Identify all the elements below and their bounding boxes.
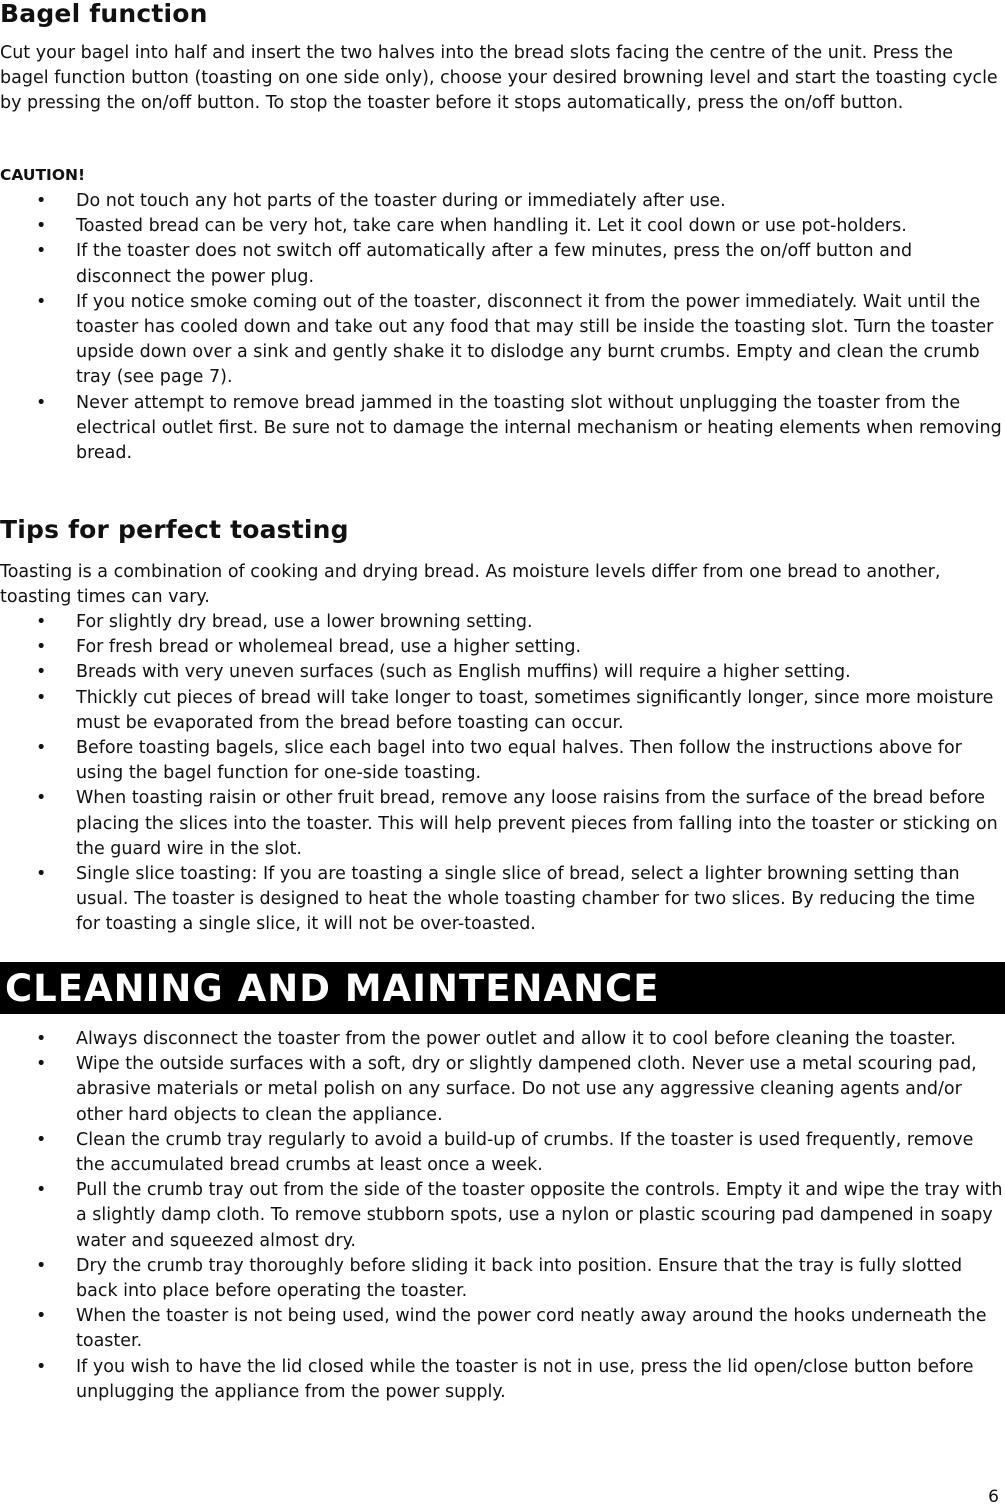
list-item bbox=[0, 786, 1003, 862]
bullet-icon: • bbox=[36, 191, 47, 211]
list-item bbox=[0, 214, 1003, 239]
list-item bbox=[0, 391, 1003, 467]
list-item bbox=[0, 1355, 1003, 1405]
caution-label: CAUTION! bbox=[0, 166, 86, 184]
bullet-icon: • bbox=[36, 687, 47, 708]
list-item bbox=[0, 1178, 1003, 1254]
tips-heading: Tips for perfect toasting bbox=[0, 515, 349, 544]
bullet-icon: • bbox=[36, 291, 47, 312]
list-item-text: Do not touch any hot parts of the toaster during or immediately after use. bbox=[76, 191, 726, 211]
list-item-text: Before toasting bagels, slice each bagel into two equal halves. Then follow the instructions above for using the bagel function for one-side toasting. bbox=[76, 738, 962, 784]
list-item-text: Always disconnect the toaster from the power outlet and allow it to cool before cleaning the toaster. bbox=[76, 1029, 956, 1049]
list-item bbox=[0, 239, 1003, 289]
bullet-icon: • bbox=[36, 738, 47, 759]
list-item-text: Pull the crumb tray out from the side of the toaster opposite the controls. Empty it and wipe the tray with a slightly damp cloth. To remove stubborn spots, use a nylon or plastic scouring pad dampened in soapy water and squeezed almost dry. bbox=[76, 1180, 1003, 1251]
list-item bbox=[0, 1304, 1003, 1354]
bullet-icon: • bbox=[36, 1129, 47, 1150]
list-item bbox=[0, 1052, 1003, 1128]
list-item bbox=[0, 686, 1003, 736]
list-item-text: When toasting raisin or other fruit bread, remove any loose raisins from the surface of the bread before placing the slices into the toaster. This will help prevent pieces from falling into the toaster or sticking on the guard wire in the slot. bbox=[76, 788, 998, 859]
list-item bbox=[0, 736, 1003, 786]
bagel-body: Cut your bagel into half and insert the two halves into the bread slots facing the centre of the unit. Press the bagel function button (toasting on one side only), choose your desired browning level and start the toasting cycle by pressing the on/off button. To stop the toaster before it stops automatically, press the on/off button. bbox=[0, 43, 998, 114]
list-item-text: Never attempt to remove bread jammed in the toasting slot without unplugging the toaster from the electrical outlet first. Be sure not to damage the internal mechanism or heating elements when removing bread. bbox=[76, 392, 1002, 464]
bagel-heading: Bagel function bbox=[0, 0, 208, 28]
cleaning-banner bbox=[0, 962, 1005, 1014]
bullet-icon: • bbox=[36, 612, 47, 632]
bullet-icon: • bbox=[36, 1180, 47, 1201]
list-item-text: Toasted bread can be very hot, take care when handling it. Let it cool down or use pot-holders. bbox=[76, 216, 907, 237]
bullet-icon: • bbox=[36, 662, 47, 683]
cleaning-heading: CLEANING AND MAINTENANCE bbox=[5, 967, 660, 1010]
list-item-text: If the toaster does not switch off automatically after a few minutes, press the on/off button and disconnect the power plug. bbox=[76, 241, 913, 287]
list-item-text: Breads with very uneven surfaces (such as English muffins) will require a higher setting. bbox=[76, 662, 851, 683]
list-item-text: When the toaster is not being used, wind the power cord neatly away around the hooks underneath the toaster. bbox=[76, 1306, 987, 1352]
list-item-text: For fresh bread or wholemeal bread, use a higher setting. bbox=[76, 637, 582, 658]
list-item bbox=[0, 1027, 1003, 1052]
bullet-icon: • bbox=[36, 1356, 47, 1377]
list-item bbox=[0, 635, 1003, 660]
bullet-icon: • bbox=[36, 1029, 47, 1049]
bullet-icon: • bbox=[36, 788, 47, 809]
bullet-icon: • bbox=[36, 216, 47, 237]
list-item-text: Clean the crumb tray regularly to avoid a build-up of crumbs. If the toaster is used frequently, remove the accumulated bread crumbs at least once a week. bbox=[76, 1129, 974, 1176]
bullet-icon: • bbox=[36, 392, 47, 413]
list-item bbox=[0, 862, 1003, 938]
list-item bbox=[0, 290, 1003, 391]
caution-list bbox=[0, 189, 1003, 466]
bullet-icon: • bbox=[36, 637, 47, 658]
bullet-icon: • bbox=[36, 241, 47, 262]
list-item-text: If you notice smoke coming out of the toaster, disconnect it from the power immediately. Wait until the toaster has cooled down and take out any food that may still be inside the toasting slot. Turn the toaster upside down over a sink and gently shake it to dislodge any burnt crumbs. Empty and clean the crumb tray (see page 7). bbox=[76, 291, 994, 388]
list-item-text: Wipe the outside surfaces with a soft, dry or slightly dampened cloth. Never use a metal scouring pad, abrasive materials or metal polish on any surface. Do not use any aggressive cleaning agents and/or other hard objects to clean the appliance. bbox=[76, 1054, 977, 1125]
bullet-icon: • bbox=[36, 1306, 47, 1327]
page-number: 6 bbox=[988, 1487, 999, 1507]
tips-list bbox=[0, 610, 1003, 938]
list-item bbox=[0, 610, 1003, 635]
list-item-text: Dry the crumb tray thoroughly before sliding it back into position. Ensure that the tray is fully slotted back into place before operating the toaster. bbox=[76, 1255, 963, 1302]
list-item-text: If you wish to have the lid closed while the toaster is not in use, press the lid open/close button before unplugging the appliance from the power supply. bbox=[76, 1356, 974, 1402]
tips-intro: Toasting is a combination of cooking and drying bread. As moisture levels differ from one bread to another, toasting times can vary. bbox=[0, 562, 941, 608]
list-item bbox=[0, 1254, 1003, 1304]
list-item bbox=[0, 189, 1003, 214]
cleaning-list bbox=[0, 1027, 1003, 1405]
bullet-icon: • bbox=[36, 1255, 47, 1276]
list-item-text: Thickly cut pieces of bread will take longer to toast, sometimes significantly longer, since more moisture must be evaporated from the bread before toasting can occur. bbox=[76, 687, 994, 733]
list-item-text: Single slice toasting: If you are toasting a single slice of bread, select a lighter browning setting than usual. The toaster is designed to heat the whole toasting chamber for two slices. By reducing the time for toasting a single slice, it will not be over-toasted. bbox=[76, 864, 975, 935]
list-item bbox=[0, 1128, 1003, 1178]
bullet-icon: • bbox=[36, 1054, 47, 1075]
list-item bbox=[0, 660, 1003, 685]
list-item-text: For slightly dry bread, use a lower browning setting. bbox=[76, 612, 533, 632]
bullet-icon: • bbox=[36, 864, 47, 885]
